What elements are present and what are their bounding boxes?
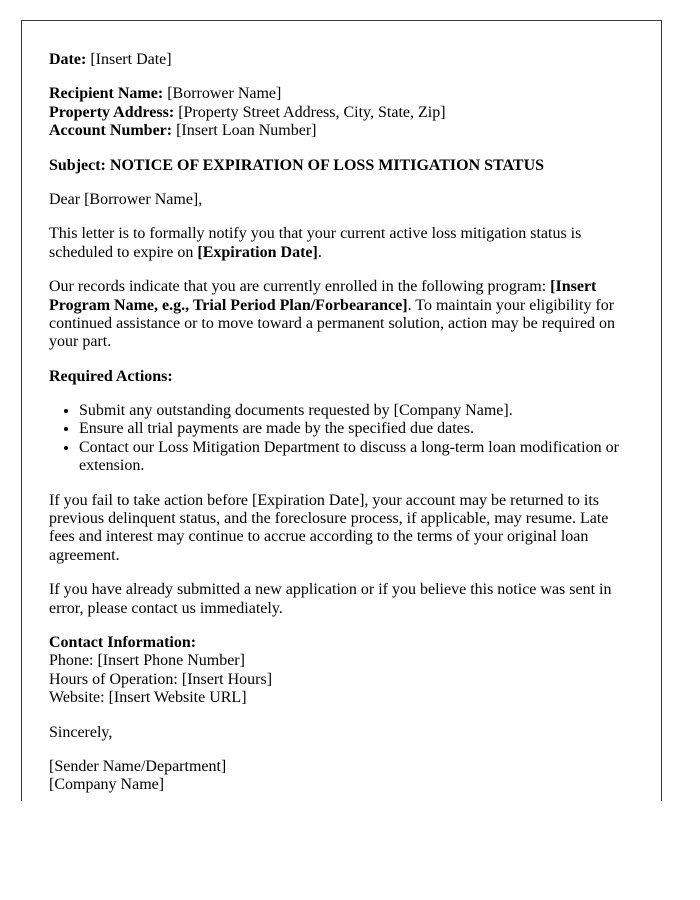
paragraph-notify-post: .	[317, 243, 322, 261]
expiration-date-placeholder: [Expiration Date]	[197, 243, 318, 261]
contact-block	[49, 634, 631, 708]
contact-hours: Hours of Operation: [Insert Hours]	[49, 670, 273, 688]
paragraph-error-notice: If you have already submitted a new application or if you believe this notice was sent in error, please contact us immediately.	[49, 581, 612, 617]
date-label: Date:	[49, 51, 87, 68]
signature-block	[49, 758, 631, 795]
required-actions-heading-text: Required Actions:	[49, 367, 173, 385]
list-item: • Submit any outstanding documents requested by [Company Name].	[79, 402, 631, 420]
date-line	[49, 51, 631, 69]
recipient-block	[49, 85, 631, 140]
paragraph-program-pre: Our records indicate that you are currently enrolled in the following program:	[49, 278, 551, 296]
account-label: Account Number:	[49, 122, 173, 140]
paragraph-notify-pre: This letter is to formally notify you that your current active loss mitigation status is scheduled to expire on	[49, 225, 582, 261]
contact-website: Website: [Insert Website URL]	[49, 689, 247, 707]
property-value: [Property Street Address, City, State, Zip]	[178, 103, 446, 121]
salutation: Dear [Borrower Name],	[49, 190, 203, 208]
list-item: • Contact our Loss Mitigation Department to discuss a long-term loan modification or extension.	[79, 439, 631, 476]
paragraph-program-post: . To maintain your eligibility for continued assistance or to move toward a permanent solution, action may be required on your part.	[49, 296, 616, 351]
program-name-placeholder: [Insert Program Name, e.g., Trial Period Plan/Forbearance]	[49, 278, 597, 314]
paragraph-consequences: If you fail to take action before [Expiration Date], your account may be returned to its previous delinquent status, and the foreclosure process, if applicable, may resume. Late fees and interest may continue to accrue according to the terms of your original loan agreement.	[49, 491, 609, 564]
date-value: [Insert Date]	[90, 51, 172, 68]
recipient-label: Recipient Name:	[49, 85, 164, 103]
required-actions-heading	[49, 368, 631, 386]
closing: Sincerely,	[49, 723, 113, 741]
contact-phone: Phone: [Insert Phone Number]	[49, 652, 245, 670]
letter-document	[21, 20, 662, 801]
property-label: Property Address:	[49, 103, 175, 121]
required-actions-list	[49, 402, 631, 476]
paragraph-notify	[49, 225, 631, 262]
list-item: • Ensure all trial payments are made by the specified due dates.	[79, 420, 631, 438]
contact-heading: Contact Information:	[49, 633, 197, 651]
company-name: [Company Name]	[49, 776, 165, 794]
subject-line	[49, 157, 631, 175]
account-value: [Insert Loan Number]	[176, 122, 317, 140]
recipient-value: [Borrower Name]	[167, 85, 282, 103]
sender-name: [Sender Name/Department]	[49, 757, 227, 775]
paragraph-program	[49, 278, 631, 352]
subject-text: Subject: NOTICE OF EXPIRATION OF LOSS MITIGATION STATUS	[49, 156, 545, 174]
